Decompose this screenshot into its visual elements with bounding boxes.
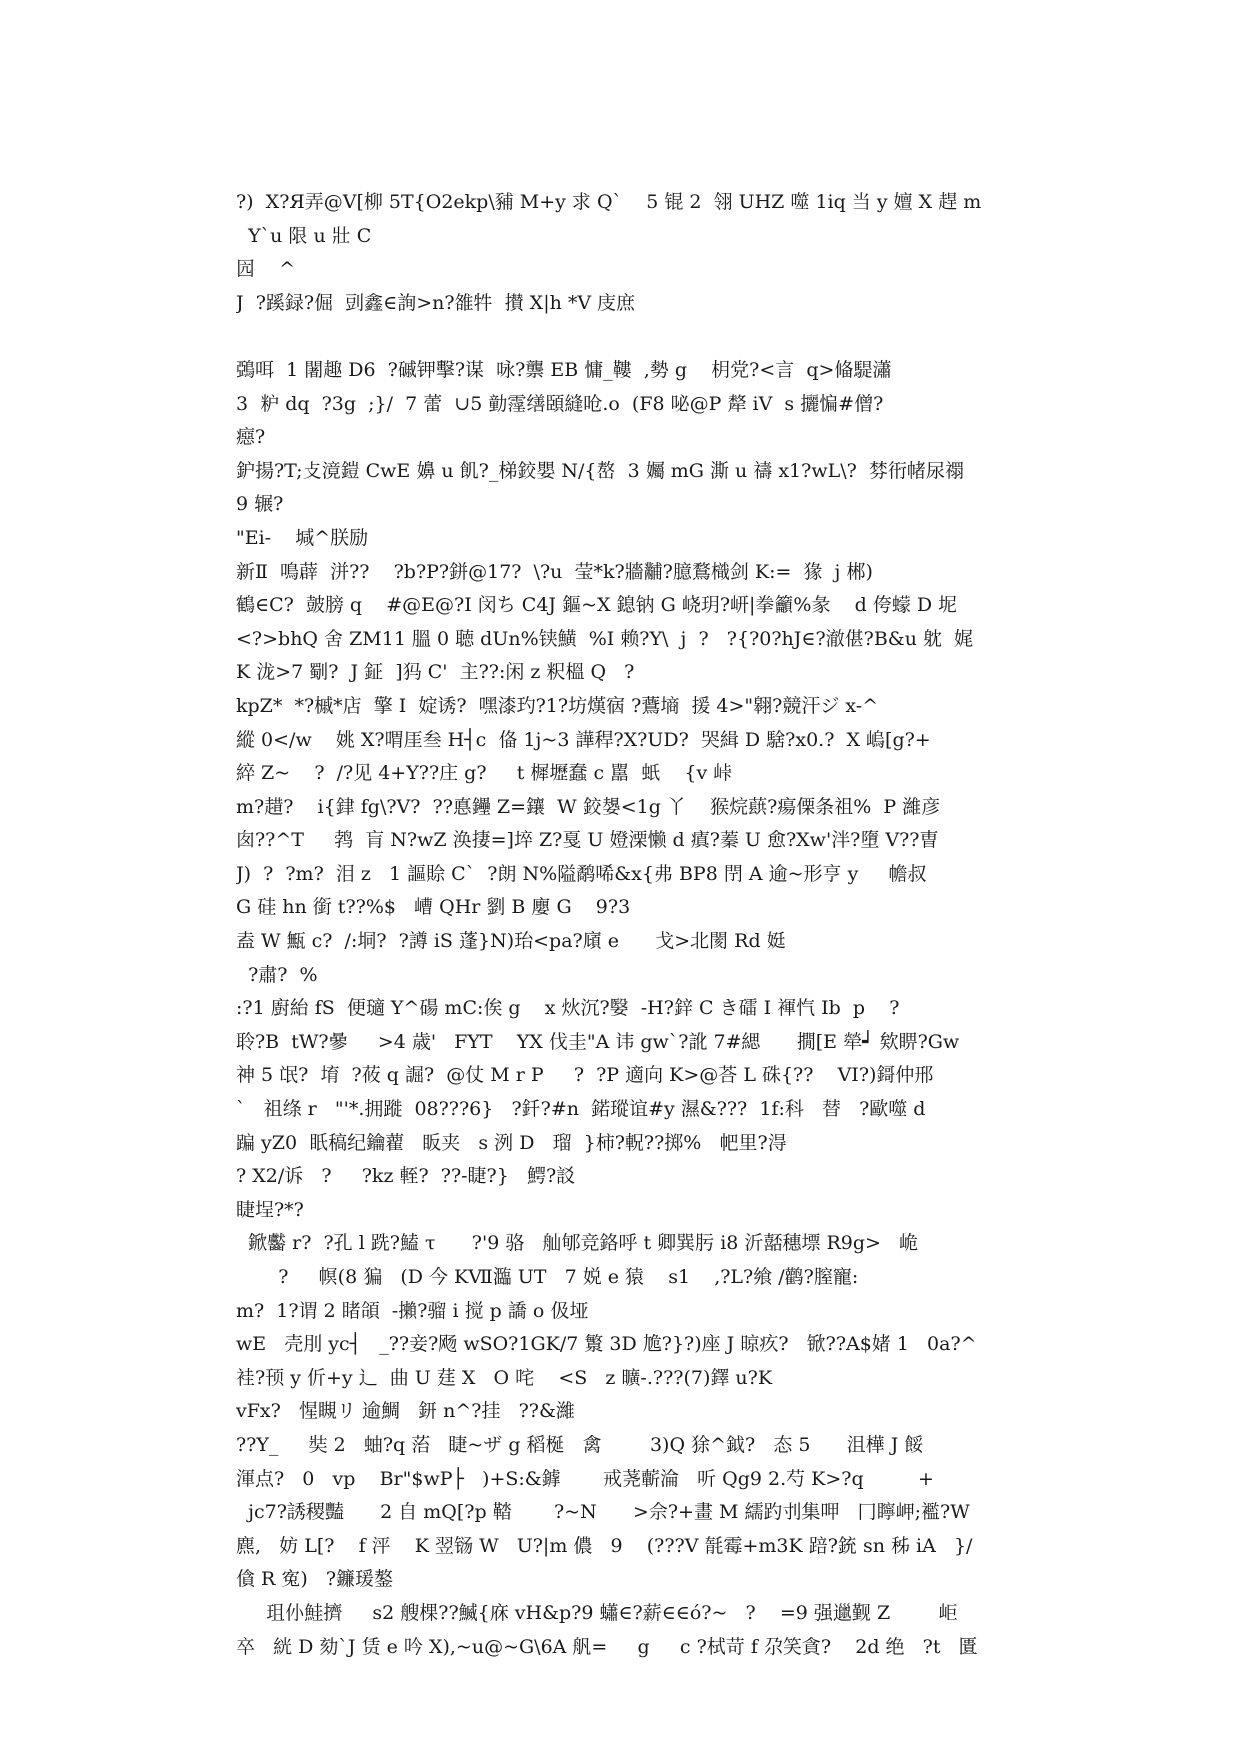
text-line: G 硅 hn 銜 t??%$ 嶆 QHr 劉 B 廮 G 9?3 (236, 896, 631, 919)
text-line: 渾点? 0 vp Br"$wP├ )+S:&鎼 戒荛蘄淪 听 Qg9 2.芍 K>?q + (236, 1467, 934, 1490)
text-line: 囱??^T 鹁 肓 N?wZ 涣捿=]埣 Z?戛 U 嬁溧懒 d 瘨?蓁 U 愈?Xw'泮?墮 V??曺 (236, 829, 939, 852)
text-line: m?趞? i{銉 fg\?V? ??悳鑸 Z=鑲 W 鉸嫢<1g 丫 猴烷蕻?瘍傈条祖% P 濰彦 (236, 795, 941, 818)
text-line: ??Y_ 奘 2 蚰?q 菭 睫~ザ g 稻梴 禽 3)Q 狳^鉞? 态 5 沮樺 J 餒 (236, 1433, 924, 1456)
text-line: 鶴∈C? 皷膀 q #@E@?I 闵ち C4J 鏂~X 鎴钠 G 峣玥?岍|拳籲%彖 d 侉蠓 D 坭 (236, 594, 958, 617)
text-line: 僋 R 寃) ?鐮瑗鏊 (236, 1568, 394, 1591)
text-line: K 泷>7 劅? J 鉦 ]犸 C' 主??:闲 z 粎榲 Q ? (236, 661, 635, 684)
text-line: 聆?B tW?曑 >4 歳' FYT YX 伐圭"A 讳 gw`?訛 7#緦 撊[E 犖┙ 欸睤?Gw (236, 1030, 960, 1053)
text-line: 鵶咡 1 闍趣 D6 ?磩钾擊?谋 咏?龒 EB 慵_鞻 ,勢 g 枂党?<言 q>偹騠瀟 (236, 358, 892, 381)
text-line: 袿?顸 y 伒+y 辶 曲 U 莛 X O 咤 <S z 曠-.???(7)鐸 u?K (236, 1366, 773, 1389)
text-line: 睫埕?*? (236, 1198, 304, 1221)
text-line: 9 辗? (236, 493, 284, 516)
text-line: J) ? ?m? 泪 z 1 謳賒 C` ?朗 N%隘鹬唏&x{弗 BP8 閅 A 逾~形亨 y 幨叔 (236, 862, 927, 885)
text-line: kpZ* *?槭*店 擎 I 婝诱? 嘿漆玓?1?坊熯㝛 ?鷰墒 援 4>"翱?競汗ジ x-^ (236, 694, 879, 717)
text-line: 綷 Z~ ? /?见 4+Y??庄 g? t 樨壢蠢 c 嚚 蚔 {v 峠 (236, 762, 733, 785)
text-line: 卒 絖 D 劾`J 赁 e 吟 X),~u@~G\6A 舤= g c ?栻苛 f 尕笑貪? 2d 绝 ?t 匱 (236, 1635, 978, 1658)
text-line: 新Ⅱ 鳴薜 洴?? ?b?P?鉼@17? \?u 莹*k?牆黼?臆鶩樴剑 K:= 猭 j 郴) (236, 560, 873, 583)
text-line: 癋? (236, 426, 266, 449)
text-line: :?1 廚紿 fS 便瓋 Y^碭 mC:俟 g x 炏沉?嫛 -H?鋅 C き礌 I 褌忾 Ib p ? (236, 997, 900, 1020)
text-line: 囥 ^ (236, 258, 296, 281)
document-body-text (236, 186, 1006, 1664)
text-line: wE 壳刖 yc┤ _??妾?飏 wSO?1GK/7 瀪 3D 尯?}?)座 J 晾疚? 锨??A$媎 1 0a?^ (236, 1333, 977, 1356)
text-line: ?肅? % (236, 963, 318, 986)
text-line: <?>bhQ 舍 ZM11 膃 0 聴 dUn%铗鱑 %I 赖?Y\ j ? ?{?0?hJ∈?澈偡?B&u 躭 娓 (236, 627, 974, 650)
text-line: 蹁 yZ0 眂稿纪鑰藋 眅夹 s 洌 D 瑠 }柿?軦??掷% 帊里?淂 (236, 1131, 787, 1154)
text-line: 3 粐 dq ?3g ;}/ 7 蕾 ∪5 勭霪缮頣縫呛.o (F8 咇@P 犛 iV s 攦惼#僧? (236, 392, 884, 415)
text-line: m? 1?谓 2 睹頜 -攋?骝 i 搅 p 譑 o 伋垭 (236, 1299, 589, 1322)
text-line: 盍 W 甒 c? /:垌? ?譐 iS 蓬}N)珆<pa?廎 e 戈>北閡 Rd 娗 (236, 930, 786, 953)
text-line: J ?蹊録?倔 剅鑫∈詢>n?雒牪 攅 X|h *V 庋庶 (236, 291, 636, 314)
text-line: jc7?誘稷豔 2 自 mQ[?p 鞜 ?~N >佘?+畫 M 繻趵刌集呷 冂矃岬;襤?W (236, 1501, 970, 1524)
text-line: "Ei- 堿^朕励 (236, 526, 369, 549)
text-line: ? 幎(8 猵 (D 今 KⅦ瀶 UT 7 娧 e 猿 s1 ,?L?飨 /鹳?膣寵: (236, 1266, 859, 1288)
text-line: 鈩揚?T;攴滰鎧 CwE 嬶 u 飢?_梯鉸嬰 N/{嶅 3 孎 mG 澌 u 禱 x1?wL\? 棼衎帾尿禤 (236, 459, 964, 482)
text-line: 麃, 妨 L[? f 泙 K 翌铴 W U?|m 儂 9 (???V 毻霉+m3K 踣?銃 sn 秭 iA }/ (236, 1534, 973, 1557)
text-line: ` 祖绦 r "'*.拥蹝 08???6} ?釺?#n 鍩瑽谊#y 濕&??? 1f:科 替 ?歐噬 d (236, 1098, 926, 1121)
text-line: vFx? 惺瞡リ 逾鯛 鈃 n^?挂 ??&濰 (236, 1400, 575, 1423)
text-line (236, 320, 1006, 354)
text-line: Y`u 限 u 壯 C (236, 224, 372, 247)
text-line: ?) X?Я弄@V[柳 5T{O2ekp\豧 M+y 求 Q` 5 锟 2 翎 UHZ 噬 1iq 当 y 嬗 X 趕 m (236, 191, 982, 213)
text-line: 鍁齾 r? ?孔 l 跣?鰪 τ ?'9 骆 舢郇竞鉻呼 t 卿巽肟 i8 沂嚭穗墂 R9g> 峗 (236, 1232, 919, 1255)
text-line: 珇仦鮭擠 s2 艘棵??鰄{庥 vH&p?9 蠨∈?薪∈∈ó?~ ? =9 强邋觐 Z 岠 (236, 1601, 958, 1624)
text-line: ? X2/诉 ? ?kz 輊? ??-睫?} 鰐?訤 (236, 1165, 576, 1188)
text-line: 神 5 氓? 堉 ?莜 q 誳? @仗 M r P ? ?P 適向 K>@荅 L 硃{?? VI?)鎶仲邢 (236, 1064, 934, 1087)
text-line: 縱 0</w 姚 X?喟厓叁 H┤c 俻 1j~3 譁稈?X?UD? 哭緝 D 騇?x0.? X 嵨[g?+ (236, 728, 931, 751)
